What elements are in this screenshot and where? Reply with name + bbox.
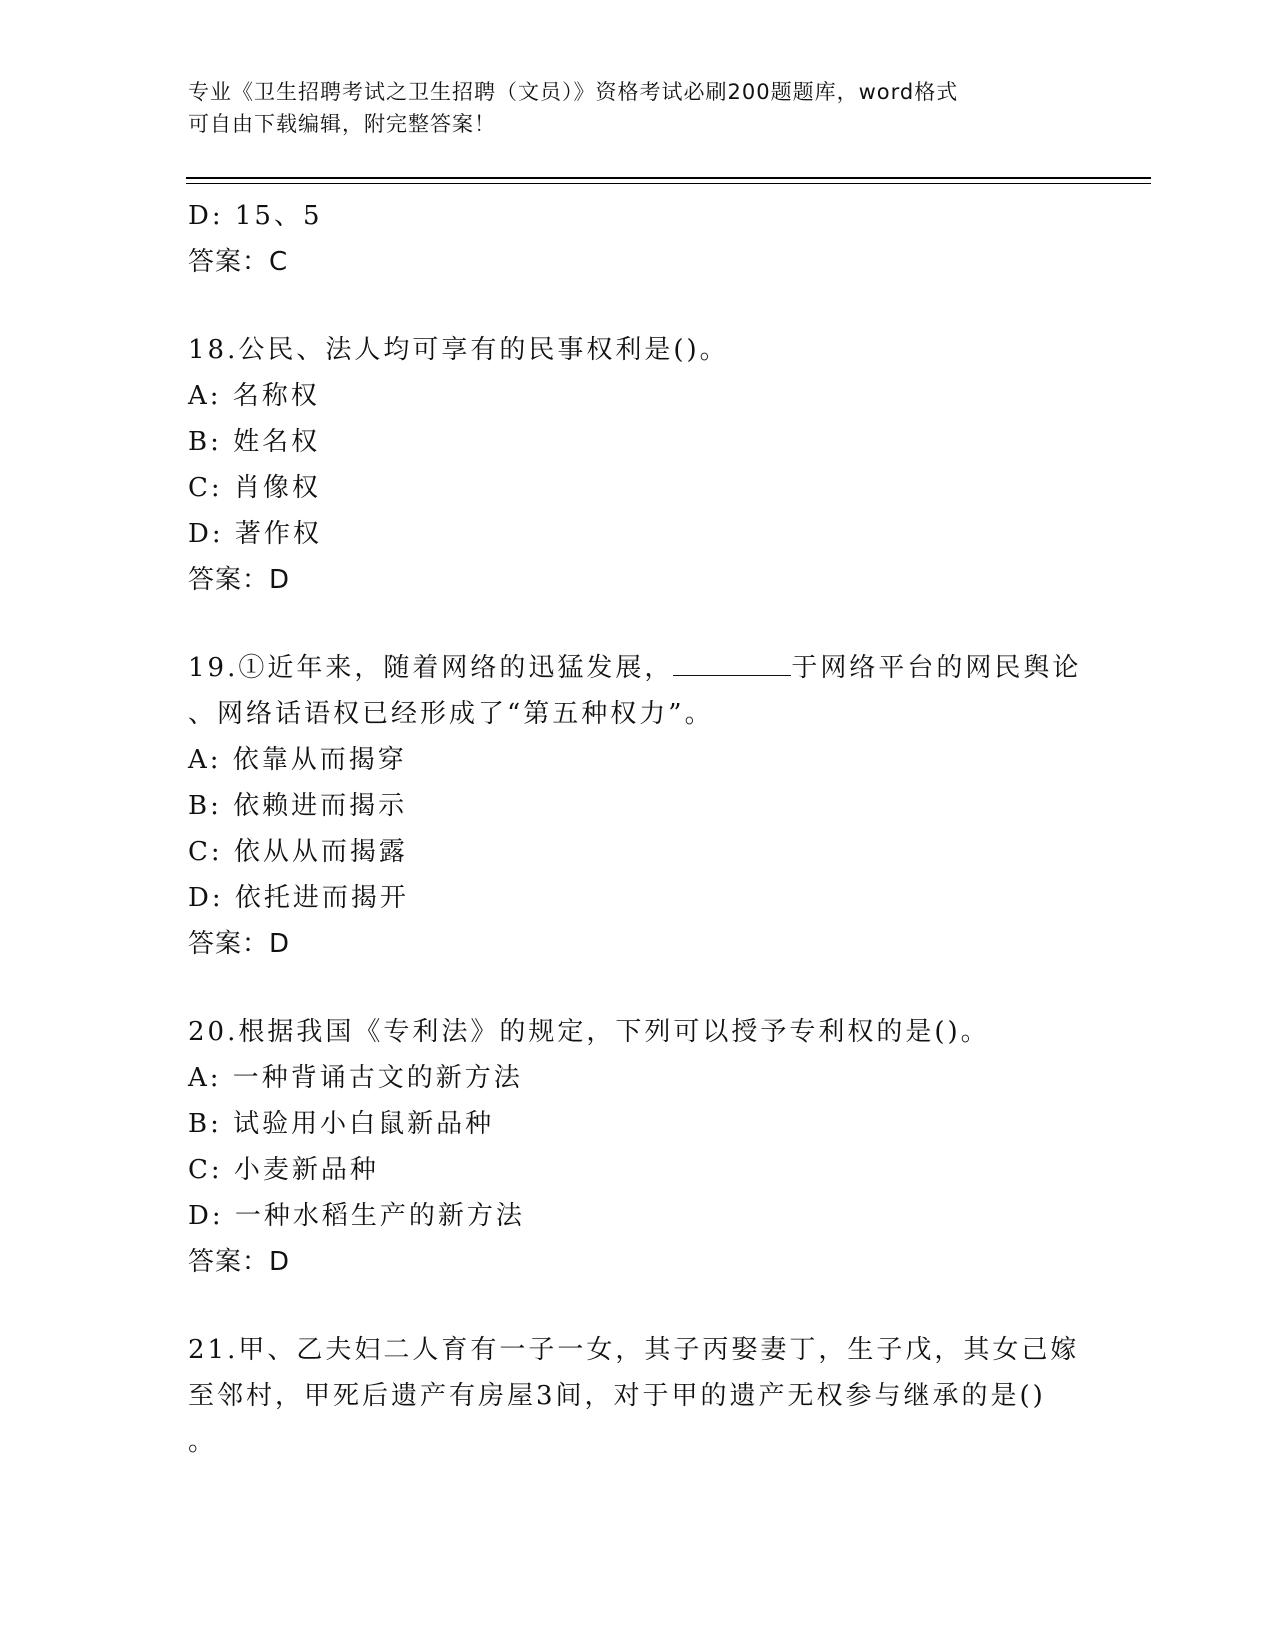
stem-part-2: 于网络平台的网民舆论	[791, 653, 1082, 683]
option-b: B: 试验用小白鼠新品种	[188, 1109, 495, 1139]
header-divider-thin	[186, 183, 1151, 184]
prev-option-d: D: 15、5	[188, 201, 323, 231]
option-a: A: 一种背诵古文的新方法	[188, 1063, 523, 1093]
question-19	[188, 645, 1088, 967]
question-stem: 18.公民、法人均可享有的民事权利是()。	[188, 335, 729, 365]
question-18	[188, 327, 1088, 603]
option-a: A: 名称权	[188, 381, 320, 411]
option-d: D: 一种水稻生产的新方法	[188, 1201, 525, 1231]
header-title-line-2: 可自由下载编辑，附完整答案！	[188, 112, 496, 136]
question-stem-line-3: 。	[188, 1427, 218, 1457]
question-content	[188, 193, 1088, 1465]
option-c: C: 小麦新品种	[188, 1155, 379, 1185]
option-c: C: 依从从而揭露	[188, 837, 408, 867]
page-header	[188, 76, 1068, 140]
question-stem-line-2: 至邻村，甲死后遗产有房屋3间，对于甲的遗产无权参与继承的是()	[188, 1381, 1046, 1411]
prev-answer: 答案：C	[188, 247, 289, 277]
stem-part-1: 19.①近年来，随着网络的迅猛发展，	[188, 653, 674, 683]
answer: 答案：D	[188, 565, 291, 595]
option-b: B: 姓名权	[188, 427, 321, 457]
question-21	[188, 1327, 1088, 1465]
question-stem-line-2: 、网络话语权已经形成了“第五种权力”。	[188, 699, 714, 729]
question-stem-line-1	[188, 645, 1088, 691]
option-a: A: 依靠从而揭穿	[188, 745, 407, 775]
question-stem: 20.根据我国《专利法》的规定，下列可以授予专利权的是()。	[188, 1017, 990, 1047]
option-b: B: 依赖进而揭示	[188, 791, 408, 821]
option-c: C: 肖像权	[188, 473, 321, 503]
question-stem-line-1: 21.甲、乙夫妇二人育有一子一女，其子丙娶妻丁，生子戊，其女己嫁	[188, 1335, 1080, 1365]
answer: 答案：D	[188, 1247, 291, 1277]
answer: 答案：D	[188, 929, 291, 959]
header-divider-thick	[186, 177, 1151, 179]
fill-in-blank	[673, 649, 791, 676]
option-d: D: 依托进而揭开	[188, 883, 409, 913]
option-d: D: 著作权	[188, 519, 322, 549]
question-20	[188, 1009, 1088, 1285]
header-title-line-1: 专业《卫生招聘考试之卫生招聘（文员）》资格考试必刷200题题库，word格式	[188, 80, 959, 104]
